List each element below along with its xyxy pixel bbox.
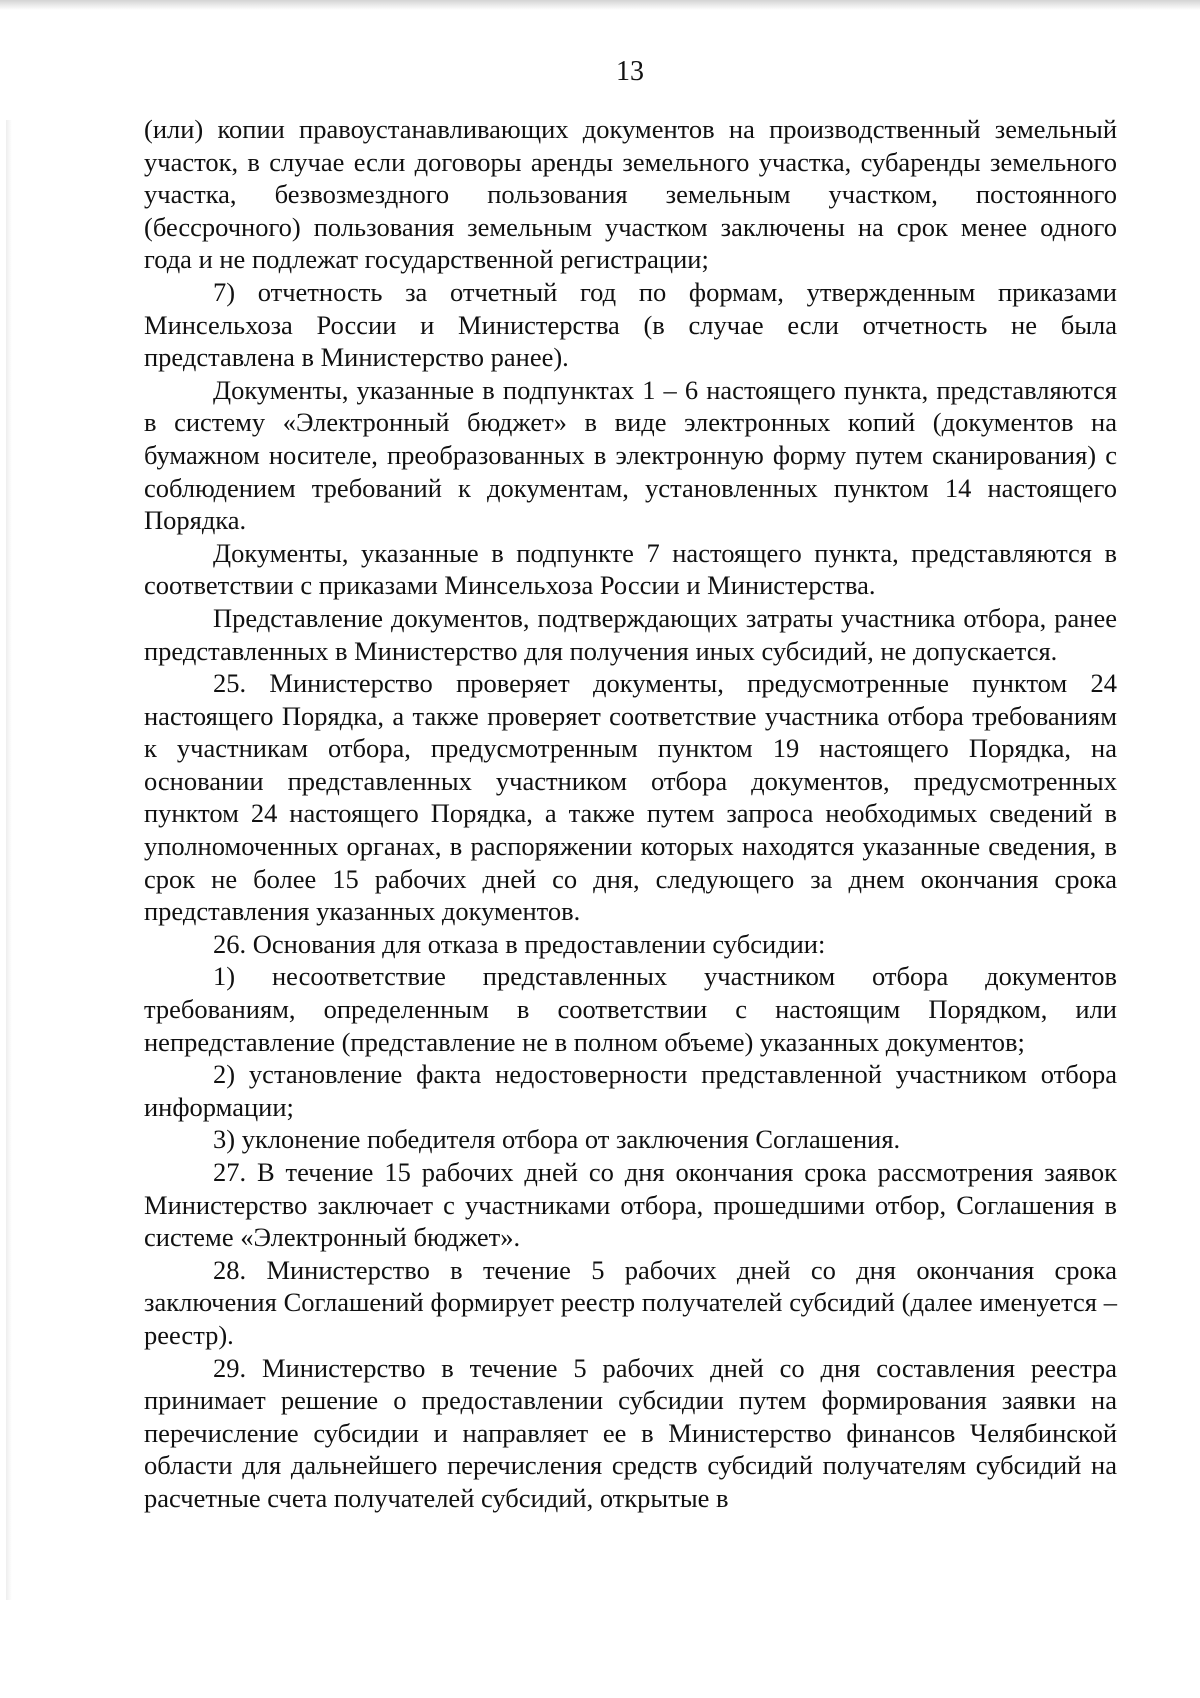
scan-edge-top (0, 0, 1200, 10)
paragraph-1: (или) копии правоустанавливающих документов на производственный земельный участок, в случае если договоры аренды земельного участка, субаренды земельного участка, безвозмездного пользования земельным участком, постоянного (бессрочного) пользования земельным участком заключены на срок менее одного года и не подлежат государственной регистрации; (144, 114, 1117, 275)
paragraph-10: 3) уклонение победителя отбора от заключения Соглашения. (213, 1124, 901, 1155)
paragraph-13: 29. Министерство в течение 5 рабочих дней со дня составления реестра принимает решение о предоставлении субсидии путем формирования заявки на перечисление субсидии и направляет ее в Министерство финансов Челябинской области для дальнейшего перечисления средств субсидий получателям субсидий на расчетные счета получателей субсидий, открытые в (144, 1352, 1117, 1513)
paragraph-9: 2) установление факта недостоверности представленной участником отбора информации; (144, 1059, 1117, 1122)
paragraph-8: 1) несоответствие представленных участником отбора документов требованиям, определенным в соответствии с настоящим Порядком, или непредставление (представление не в полном объеме) указанных документов; (144, 961, 1117, 1057)
paragraph-11: 27. В течение 15 рабочих дней со дня окончания срока рассмотрения заявок Министерство заключает с участниками отбора, прошедшими отбор, Соглашения в системе «Электронный бюджет». (144, 1157, 1117, 1253)
page-number: 13 (616, 56, 644, 87)
scan-edge-left (6, 120, 12, 1600)
document-body (144, 113, 1117, 1515)
paragraph-4: Документы, указанные в подпункте 7 настоящего пункта, представляются в соответствии с приказами Минсельхоза России и Министерства. (144, 537, 1117, 601)
paragraph-7: 26. Основания для отказа в предоставлении субсидии: (213, 928, 826, 959)
paragraph-12: 28. Министерство в течение 5 рабочих дней со дня окончания срока заключения Соглашений формирует реестр получателей субсидий (далее именуется – реестр). (144, 1254, 1117, 1350)
paragraph-2: 7) отчетность за отчетный год по формам, утвержденным приказами Минсельхоза России и Министерства (в случае если отчетность не была представлена в Министерство ранее). (144, 276, 1117, 373)
paragraph-3: Документы, указанные в подпунктах 1 – 6 настоящего пункта, представляются в систему «Электронный бюджет» в виде электронных копий (документов на бумажном носителе, преобразованных в электронную форму путем сканирования) с соблюдением требований к документам, установленных пунктом 14 настоящего Порядка. (144, 374, 1117, 536)
paragraph-5: Представление документов, подтверждающих затраты участника отбора, ранее представленных в Министерство для получения иных субсидий, не допускается. (144, 602, 1117, 666)
paragraph-6: 25. Министерство проверяет документы, предусмотренные пунктом 24 настоящего Порядка, а также проверяет соответствие участника отбора требованиям к участникам отбора, предусмотренным пунктом 19 настоящего Порядка, на основании представленных участником отбора документов, предусмотренных пунктом 24 настоящего Порядка, а также путем запроса необходимых сведений в уполномоченных органах, в распоряжении которых находятся указанные сведения, в срок не более 15 рабочих дней со дня, следующего за днем окончания срока представления указанных документов. (144, 668, 1117, 927)
